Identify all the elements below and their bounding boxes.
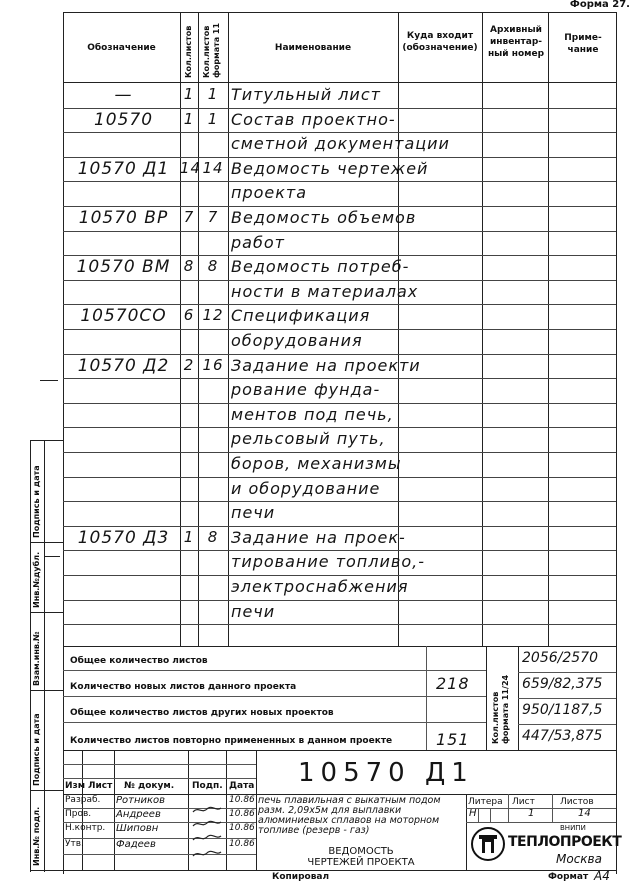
side-sep-4 (30, 790, 64, 791)
org-top: ВНИПИ (560, 824, 586, 832)
table-row (63, 601, 616, 626)
tb-code: 10570 Д1 (298, 758, 474, 788)
row-name: ментов под печь, (231, 404, 394, 424)
tb-person: Шиповн (116, 823, 159, 834)
tb-role: Пров. (65, 809, 92, 819)
footer-copied: Копировал (272, 872, 330, 882)
tb-stage-sep-1 (466, 808, 616, 809)
summary-new-label: Количество новых листов данного проекта (70, 682, 297, 692)
row-format: 7 (207, 208, 219, 226)
row-name: электроснабжения (231, 577, 409, 596)
summary-reused-label: Количество листов повторно примененных в данном проекте (70, 736, 393, 746)
tb-row-7 (63, 854, 256, 855)
summary-total-label: Общее количество листов (70, 656, 208, 666)
row-name: печи (231, 601, 276, 621)
tb-stage-value: Н (469, 808, 477, 819)
tb-date: 10.86 (229, 839, 255, 849)
row-designation: — (114, 85, 133, 105)
row-sheets: 1 (183, 109, 195, 128)
summary-right-sep-1 (518, 672, 616, 673)
row-name: Ведомость чертежей (231, 158, 429, 178)
margin-dash-2 (44, 556, 60, 557)
tb-person: Ротников (116, 795, 166, 806)
side-replace-inv: Взам.инв.№ (32, 631, 41, 686)
table-row (63, 478, 616, 503)
table-row (63, 109, 616, 134)
header-note: Приме- чание (564, 33, 602, 55)
summary-bottom (63, 750, 616, 751)
side-strip-mid (44, 440, 45, 872)
side-sep-1 (30, 542, 64, 543)
summary-val-3: 950/1187,5 (522, 702, 603, 718)
tb-row-1 (63, 764, 256, 765)
header-sheets-count: Кол.листов (184, 25, 193, 78)
summary-val-1: 2056/2570 (522, 650, 598, 666)
table-row (63, 527, 616, 552)
tb-stage-label: Литера (468, 797, 503, 807)
summary-col-a (426, 646, 427, 750)
summary-right-sep-2 (518, 698, 616, 699)
table-row (63, 355, 616, 380)
header-designation: Обозначение (87, 43, 156, 53)
row-designation: 10570 Д3 (77, 527, 170, 548)
summary-right-sep-3 (518, 724, 616, 725)
row-sheets: 7 (183, 208, 195, 226)
row-name: Титульный лист (231, 85, 381, 104)
row-designation: 10570 Д2 (77, 355, 170, 376)
tb-sheet-value: 1 (528, 808, 535, 819)
row-name: и оборудование (231, 478, 381, 498)
tb-description: печь плавильная с выкатным подом разм. 2,09х5м для выплавки алюминиевых сплавов на моторном топливе (резерв - газ) (258, 795, 441, 836)
summary-reused-value: 151 (436, 730, 470, 749)
tb-person: Андреев (116, 809, 161, 820)
side-strip-top (30, 440, 64, 441)
row-sheets: 1 (183, 85, 195, 103)
row-designation: 10570 ВР (78, 208, 169, 228)
summary-col-b (486, 646, 487, 750)
tb-stage-sub-2 (490, 808, 491, 822)
footer-format: Формат (548, 872, 589, 882)
row-designation: 10570 ВМ (76, 257, 171, 278)
row-name: оборудования (231, 331, 363, 350)
footer-format-value: А4 (594, 869, 610, 883)
header-sheets-format: Кол.листов формата 11 (202, 22, 221, 78)
summary-sep-1 (63, 670, 486, 671)
side-inv-dup: Инв.№дубл. (32, 551, 41, 608)
margin-dash-1 (40, 380, 58, 381)
table-row (63, 453, 616, 478)
table-row (63, 379, 616, 404)
table-row (63, 502, 616, 527)
row-format: 14 (202, 158, 224, 177)
row-sheets: 8 (183, 257, 195, 276)
tb-date: 10.86 (229, 809, 255, 819)
row-format: 12 (202, 306, 224, 325)
header-archive: Архивный инвентар- ный номер (487, 25, 545, 59)
signature-mark (192, 799, 222, 807)
org-name: ТЕПЛОПРОЕКТ (508, 834, 622, 850)
frame-bottom (30, 870, 616, 871)
table-row (63, 305, 616, 330)
row-name: Ведомость потреб- (231, 257, 410, 277)
table-row (63, 182, 616, 207)
side-sep-3 (30, 690, 64, 691)
tb-row-2 (63, 778, 256, 779)
tb-doc-title-2: ЧЕРТЕЖЕЙ ПРОЕКТА (307, 857, 415, 868)
tb-role: Разраб. (65, 795, 101, 805)
frame-right (616, 12, 617, 874)
side-sign-date-top: Подпись и дата (32, 465, 41, 538)
tb-head-date: Дата (229, 781, 255, 791)
row-format: 8 (207, 257, 219, 276)
side-inv-orig: Инв.№ подл. (32, 806, 41, 866)
summary-other-label: Общее количество листов других новых проектов (70, 708, 334, 718)
table-row (63, 281, 616, 306)
tb-stage-sep-2 (466, 822, 616, 823)
summary-new-value: 218 (436, 674, 470, 693)
row-name: проекта (231, 183, 308, 203)
table-row (63, 404, 616, 429)
table-row (63, 158, 616, 183)
row-name: тирование топливо,- (231, 552, 425, 572)
tb-sheet-label: Лист (512, 797, 535, 807)
tb-stage-sub-1 (478, 808, 479, 822)
table-row (63, 207, 616, 232)
row-format: 16 (202, 355, 224, 374)
summary-sep-3 (63, 722, 486, 723)
form-label: Форма 27. (569, 0, 630, 10)
summary-col-label: Кол.листов формата 11/24 (491, 674, 510, 744)
tb-role: Н.контр. (65, 823, 106, 833)
row-name: Спецификация (231, 306, 371, 326)
side-sign-date-bottom: Подпись и дата (32, 713, 41, 786)
tb-date: 10.86 (229, 795, 255, 805)
row-sheets: 1 (183, 527, 195, 546)
row-designation: 10570СО (80, 306, 167, 327)
tb-head-list: Лист (88, 781, 113, 791)
tb-role: Утв. (65, 839, 84, 849)
table-row (63, 84, 616, 109)
summary-sep-2 (63, 696, 486, 697)
row-format: 8 (207, 527, 219, 546)
row-name: сметной документации (231, 134, 450, 154)
row-designation: 10570 (93, 109, 154, 130)
row-name: Ведомость объемов (231, 208, 417, 227)
summary-val-2: 659/82,375 (522, 676, 603, 692)
tb-head-izm: Изм (65, 781, 86, 791)
row-designation: 10570 Д1 (77, 158, 170, 179)
table-row (63, 576, 616, 601)
tb-head-doc: № докум. (124, 781, 175, 791)
signature-mark (192, 827, 222, 835)
row-sheets: 2 (183, 355, 195, 374)
table-row (63, 256, 616, 281)
summary-val-4: 447/53,875 (522, 728, 603, 744)
row-format: 1 (207, 85, 219, 103)
row-format: 1 (207, 109, 219, 128)
row-name: печи (231, 503, 276, 523)
tb-col-list (114, 750, 115, 870)
table-row (63, 232, 616, 257)
org-logo-icon (470, 826, 506, 862)
side-sep-2 (30, 612, 64, 613)
row-name: работ (231, 232, 285, 252)
row-name: рование фунда- (231, 380, 381, 400)
row-name: Состав проектно- (231, 109, 396, 129)
table-row (63, 428, 616, 453)
tb-col-doc (188, 750, 189, 870)
summary-top (63, 646, 616, 647)
signature-mark (192, 813, 222, 821)
tb-head-sign: Подп. (192, 781, 223, 791)
table-row (63, 330, 616, 355)
tb-doc-title-1: ВЕДОМОСТЬ (328, 846, 394, 857)
tb-row-6 (63, 838, 256, 839)
table-row (63, 551, 616, 576)
row-sheets: 14 (180, 158, 202, 177)
row-name: рельсовый путь, (231, 429, 386, 449)
tb-person: Фадеев (116, 839, 156, 850)
signature-mark (192, 843, 222, 851)
tb-sheets-value: 14 (578, 808, 591, 819)
tb-sheets-label: Листов (560, 797, 594, 807)
tb-col-sign (226, 750, 227, 870)
header-name: Наименование (274, 43, 352, 53)
table-row (63, 133, 616, 158)
row-name: боров, механизмы (231, 454, 402, 473)
org-city: Москва (556, 852, 602, 866)
row-name: Задание на проекти (231, 355, 421, 375)
header-destination: Куда входит (обозначение) (402, 31, 478, 53)
side-strip-left (30, 440, 31, 872)
row-sheets: 6 (183, 306, 195, 325)
row-name: Задание на проек- (231, 527, 406, 547)
row-name: ности в материалах (231, 281, 419, 301)
tb-date: 10.86 (229, 823, 255, 833)
frame-top (63, 12, 616, 13)
header-bottom (63, 82, 616, 83)
